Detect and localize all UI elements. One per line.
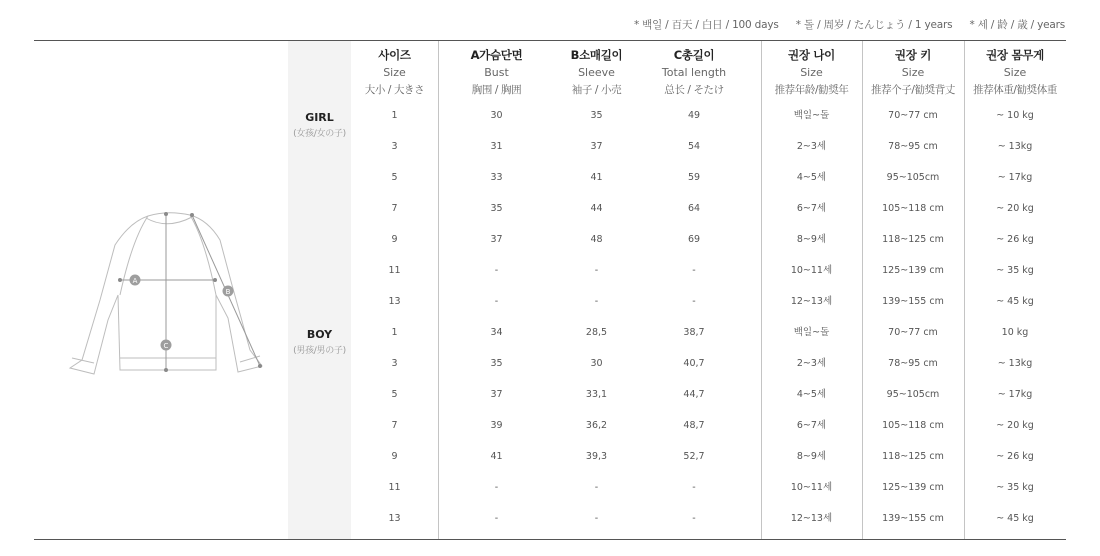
cell-bust: 33 [490, 172, 503, 183]
table-row [351, 224, 1066, 255]
cell-bust: 37 [490, 389, 503, 400]
header-cjk: 推荐年龄/勧奨年 [774, 84, 849, 96]
cell-weight: ~ 13kg [997, 141, 1033, 152]
header-en: Size [1003, 66, 1027, 79]
header-title: A가슴단면 [470, 48, 523, 62]
cell-height: 70~77 cm [888, 327, 938, 338]
cell-height: 139~155 cm [882, 513, 944, 524]
legend-item: * 돌 / 周岁 / たんじょう / 1 years [795, 19, 953, 31]
cell-weight: 10 kg [1001, 327, 1029, 338]
cell-sleeve: - [594, 482, 599, 493]
cell-weight: ~ 26 kg [996, 234, 1034, 245]
label-b: B [225, 288, 231, 296]
cell-height: 70~77 cm [888, 110, 938, 121]
table-row [351, 410, 1066, 441]
cell-length: 64 [687, 203, 701, 214]
cell-sleeve: 48 [590, 234, 603, 245]
header-title: C총길이 [673, 48, 715, 62]
cell-height: 95~105cm [886, 389, 940, 400]
cell-sleeve: - [594, 265, 599, 276]
cell-bust: 37 [490, 234, 503, 245]
group-boy [288, 328, 351, 356]
cell-sleeve: 35 [590, 110, 603, 121]
cell-age: 12~13세 [790, 296, 833, 307]
table-bottom-rule [34, 539, 1066, 540]
cell-height: 118~125 cm [882, 451, 944, 462]
table-row [351, 286, 1066, 317]
group-sidebar [288, 41, 351, 539]
cell-length: 59 [687, 172, 701, 183]
cell-weight: ~ 26 kg [996, 451, 1034, 462]
cell-sleeve: 28,5 [585, 327, 608, 338]
cell-height: 95~105cm [886, 172, 940, 183]
header-recommended-age [761, 41, 862, 100]
cell-bust: 35 [490, 358, 503, 369]
cell-sleeve: 44 [590, 203, 603, 214]
header-en: Sleeve [578, 66, 615, 79]
label-a: A [132, 277, 138, 285]
cell-height: 118~125 cm [882, 234, 944, 245]
cell-age: 6~7세 [796, 420, 827, 431]
header-en: Total length [661, 66, 727, 79]
cell-height: 78~95 cm [888, 358, 938, 369]
cell-size: 13 [388, 296, 401, 307]
cell-weight: ~ 20 kg [996, 203, 1034, 214]
cell-weight: ~ 45 kg [996, 513, 1034, 524]
cell-size: 3 [391, 141, 398, 152]
group-name: BOY [306, 328, 333, 341]
header-bust [438, 41, 555, 100]
table-row [351, 100, 1066, 131]
cell-sleeve: 36,2 [585, 420, 608, 431]
cell-weight: ~ 13kg [997, 358, 1033, 369]
cell-weight: ~ 17kg [997, 172, 1033, 183]
table-row [351, 503, 1066, 534]
cell-height: 125~139 cm [882, 265, 944, 276]
cell-size: 9 [391, 234, 398, 245]
header-size [351, 41, 438, 100]
size-table-body [351, 100, 1066, 534]
cell-age: 10~11세 [790, 265, 833, 276]
cell-age: 6~7세 [796, 203, 827, 214]
cell-sleeve: 30 [590, 358, 603, 369]
cell-length: 48,7 [683, 420, 705, 431]
cell-sleeve: 39,3 [585, 451, 608, 462]
group-sub: (女孩/女の子) [293, 129, 346, 139]
header-en: Bust [484, 66, 509, 79]
cell-bust: 39 [490, 420, 503, 431]
header-cjk: 推荐体重/勧奨体重 [973, 84, 1057, 96]
cell-bust: 34 [490, 327, 503, 338]
cell-weight: ~ 35 kg [996, 265, 1034, 276]
group-girl [288, 111, 351, 139]
header-cjk: 大小 / 大きさ [364, 84, 425, 96]
table-row [351, 441, 1066, 472]
cell-size: 5 [391, 172, 398, 183]
label-c: C [163, 342, 169, 350]
cell-height: 105~118 cm [882, 420, 944, 431]
header-total-length [638, 41, 750, 100]
cell-length: 38,7 [683, 327, 705, 338]
table-row [351, 472, 1066, 503]
header-recommended-height [862, 41, 964, 100]
cell-weight: ~ 10 kg [996, 110, 1034, 121]
header-title: 권장 몸무게 [986, 48, 1044, 62]
cell-size: 1 [391, 110, 398, 121]
cell-size: 1 [391, 327, 398, 338]
cell-length: 52,7 [683, 451, 705, 462]
table-row [351, 379, 1066, 410]
cell-length: 44,7 [683, 389, 705, 400]
size-legend [620, 17, 1065, 32]
legend-item: * 세 / 龄 / 歳 / years [969, 19, 1065, 31]
cell-age: 8~9세 [796, 451, 827, 462]
cell-age: 4~5세 [796, 172, 827, 183]
header-title: 권장 키 [894, 48, 932, 62]
cell-length: 54 [687, 141, 701, 152]
cell-bust: 35 [490, 203, 503, 214]
cell-length: 40,7 [683, 358, 705, 369]
header-sleeve [555, 41, 638, 100]
header-title: B소매길이 [570, 48, 623, 62]
header-cjk: 袖子 / 小売 [571, 84, 622, 96]
cell-height: 139~155 cm [882, 296, 944, 307]
cell-age: 2~3세 [796, 358, 827, 369]
cell-sleeve: - [594, 296, 599, 307]
header-cjk: 总长 / そたけ [664, 84, 724, 96]
cell-bust: - [494, 296, 499, 307]
cell-age: 8~9세 [796, 234, 827, 245]
cell-size: 3 [391, 358, 398, 369]
table-row [351, 162, 1066, 193]
cell-bust: - [494, 513, 499, 524]
cell-size: 13 [388, 513, 401, 524]
cell-sleeve: 37 [590, 141, 603, 152]
cell-length: - [692, 265, 696, 276]
cell-bust: - [494, 482, 499, 493]
cell-bust: - [494, 265, 499, 276]
header-cjk: 推荐个子/勧奨背丈 [871, 84, 955, 96]
cell-age: 10~11세 [790, 482, 833, 493]
cell-height: 78~95 cm [888, 141, 938, 152]
cell-sleeve: - [594, 513, 599, 524]
cell-weight: ~ 35 kg [996, 482, 1034, 493]
cell-weight: ~ 20 kg [996, 420, 1034, 431]
header-title: 권장 나이 [788, 48, 835, 62]
cell-size: 7 [391, 203, 398, 214]
legend-item: * 백일 / 百天 / 白日 / 100 days [633, 19, 779, 31]
cell-sleeve: 33,1 [585, 389, 608, 400]
cell-sleeve: 41 [590, 172, 603, 183]
cell-size: 5 [391, 389, 398, 400]
cell-age: 백일~돌 [793, 110, 830, 121]
cell-bust: 41 [490, 451, 503, 462]
group-name: GIRL [305, 111, 334, 124]
table-row [351, 348, 1066, 379]
header-title: 사이즈 [378, 48, 411, 62]
cell-length: 49 [687, 110, 701, 121]
cell-length: - [692, 482, 696, 493]
table-row [351, 255, 1066, 286]
header-recommended-weight [964, 41, 1066, 100]
cell-length: - [692, 296, 696, 307]
cell-bust: 31 [490, 141, 503, 152]
cell-size: 9 [391, 451, 398, 462]
table-row [351, 131, 1066, 162]
cell-size: 11 [388, 482, 401, 493]
cell-weight: ~ 45 kg [996, 296, 1034, 307]
garment-diagram [60, 200, 275, 390]
table-row [351, 193, 1066, 224]
cell-length: - [692, 513, 696, 524]
cell-age: 백일~돌 [793, 327, 830, 338]
table-row [351, 317, 1066, 348]
header-cjk: 胸围 / 胸囲 [471, 84, 522, 96]
cell-size: 11 [388, 265, 401, 276]
cell-height: 125~139 cm [882, 482, 944, 493]
header-en: Size [800, 66, 823, 79]
group-sub: (男孩/男の子) [293, 346, 346, 356]
header-en: Size [383, 66, 406, 79]
cell-weight: ~ 17kg [997, 389, 1033, 400]
cell-length: 69 [687, 234, 701, 245]
cell-age: 4~5세 [796, 389, 827, 400]
cell-age: 2~3세 [796, 141, 827, 152]
cell-size: 7 [391, 420, 398, 431]
cell-height: 105~118 cm [882, 203, 944, 214]
cell-age: 12~13세 [790, 513, 833, 524]
header-en: Size [901, 66, 925, 79]
cell-bust: 30 [490, 110, 503, 121]
